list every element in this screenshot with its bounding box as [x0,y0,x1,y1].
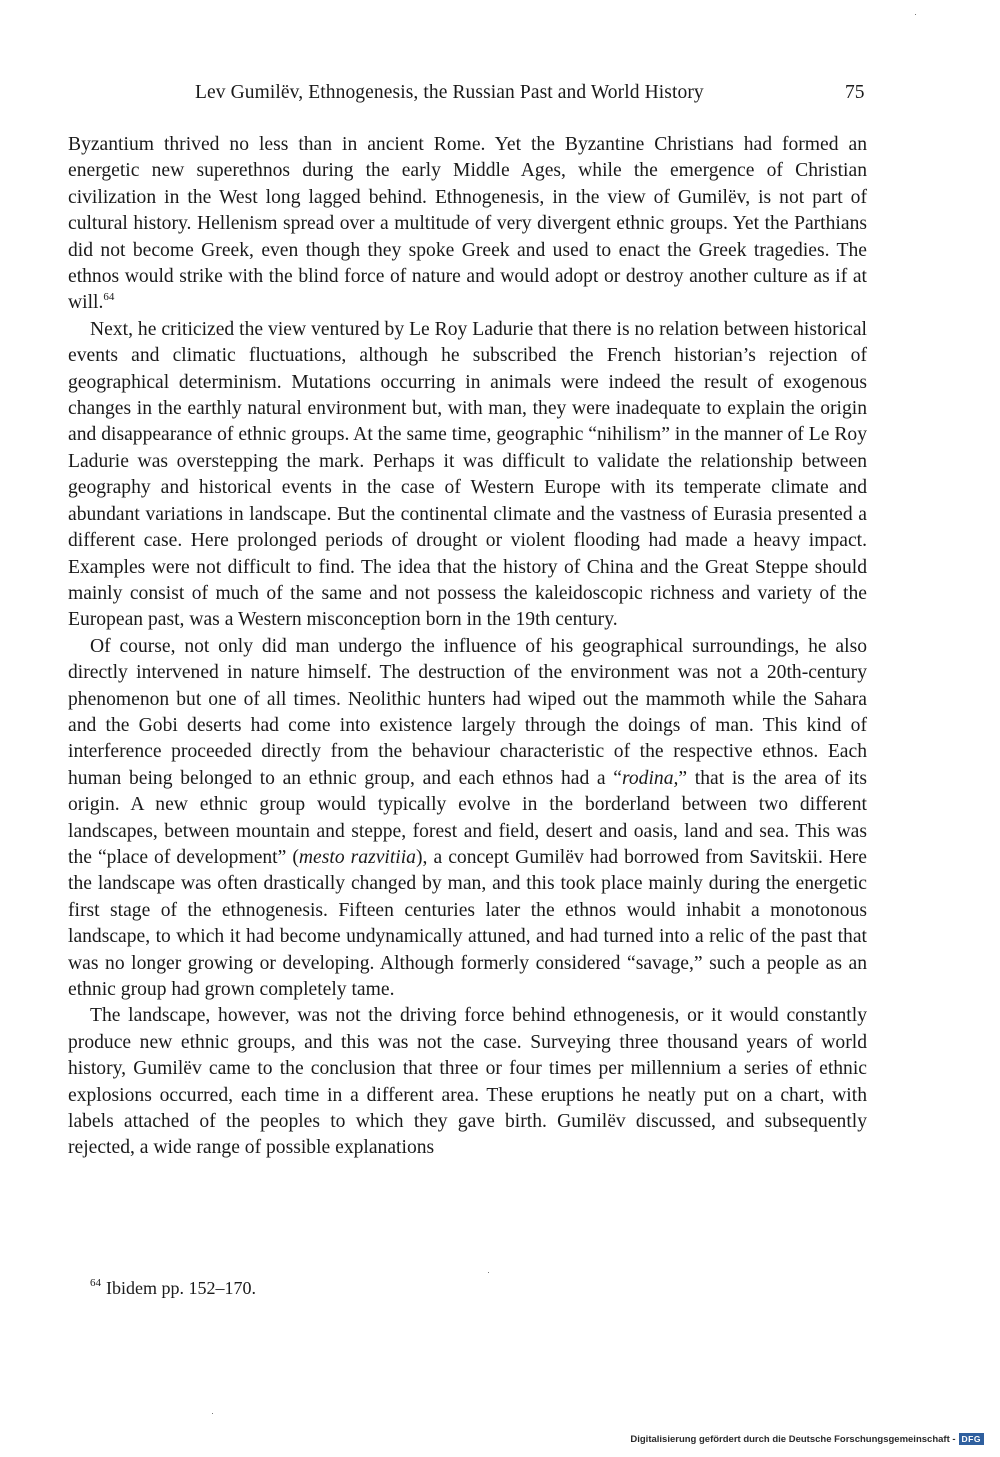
paragraph-text: ” that is the area of its origin. A new ethnic group would typically evolve in the borderland between two different landscapes, between mountain and steppe, forest and field, desert and oasis, land and sea. This was the “place of development” ( [68,767,867,868]
footnote-number: 64 [90,1277,101,1289]
footnote-reference: 64 [103,291,115,304]
running-head: Lev Gumilëv, Ethnogenesis, the Russian Past and World History [195,82,704,103]
scan-speck [212,1413,213,1414]
paragraph [68,317,867,634]
footnotes [90,1276,850,1300]
italic-term-mesto-razvitiia: mesto razvitiia [298,846,416,868]
page-number: 75 [845,82,865,103]
italic-term-rodina: rodina, [621,767,679,789]
credit-text: Digitalisierung gefördert durch die Deutsche Forschungsgemeinschaft - [630,1433,956,1445]
paragraph-text: Next, he criticized the view ventured by Le Roy Ladurie that there is no relation between historical events and climatic fluctuations, although he subscribed the French historian’s rejection of geographical determinism. Mutations occurring in animals were indeed the result of exogenous changes in the earthly natural environment but, with man, they were inadequate to explain the origin and disappearance of ethnic groups. At the same time, geographic “nihilism” in the manner of Le Roy Ladurie was overstepping the mark. Perhaps it was difficult to validate the relationship between geography and historical events in the case of Western Europe with its temperate climate and abundant variations in landscape. But the continental climate and the vastness of Eurasia presented a different case. Here prolonged periods of drought or violent flooding had made a heavy impact. Examples were not difficult to find. The idea that the history of China and the Great Steppe should mainly consist of much of the same and not possess the kaleidoscopic richness and variety of the European past, was a Western misconception born in the 19th century. [68,318,867,631]
paragraph [68,132,867,317]
scan-speck [915,14,916,15]
footnote-text: Ibidem pp. 152–170. [106,1278,256,1298]
digitization-credit [630,1433,984,1445]
scan-speck [488,1272,489,1273]
paragraph [68,634,867,1004]
paragraph-text: Of course, not only did man undergo the influence of his geographical surroundings, he also directly intervened in nature himself. The destruction of the environment was not a 20th-century phenomenon but one of all times. Neolithic hunters had wiped out the mammoth while the Sahara and the Gobi deserts had come into existence largely through the doings of man. This kind of interference proceeded directly from the behaviour characteristic of the respective ethnos. Each human being belonged to an ethnic group, and each ethnos had a “ [68,635,867,789]
paragraph-text: ), a concept Gumilëv had borrowed from Savitskii. Here the landscape was often drastically changed by man, and this took place mainly during the energetic first stage of the ethnogenesis. Fifteen centuries later the ethnos would inhabit a monotonous landscape, to which it had become undynamically attuned, and had turned into a relic of the past that was no longer growing or developing. Although formerly considered “savage,” such a people as an ethnic group had grown completely tame. [68,846,867,1000]
dfg-logo: DFG [959,1433,984,1445]
footnote [90,1276,850,1300]
paragraph-text: The landscape, however, was not the driving force behind ethnogenesis, or it would constantly produce new ethnic groups, and this was not the case. Surveying three thousand years of world history, Gumilëv came to the conclusion that three or four times per millennium a series of ethnic explosions occurred, each time in a different area. These eruptions he neatly put on a chart, with labels attached of the peoples to which they gave birth. Gumilëv discussed, and subsequently rejected, a wide range of possible explanations [68,1005,867,1159]
body-text [68,132,867,1162]
paragraph-text: Byzantium thrived no less than in ancient Rome. Yet the Byzantine Christians had formed an energetic new superethnos during the early Middle Ages, while the emergence of Christian civilization in the West long lagged behind. Ethnogenesis, in the view of Gumilëv, is not part of cultural history. Hellenism spread over a multitude of very divergent ethnic groups. Yet the Parthians did not become Greek, even though they spoke Greek and used to enact the Greek tragedies. The ethnos would strike with the blind force of nature and would adopt or destroy another culture as if at will. [68,134,867,314]
paragraph [68,1003,867,1161]
